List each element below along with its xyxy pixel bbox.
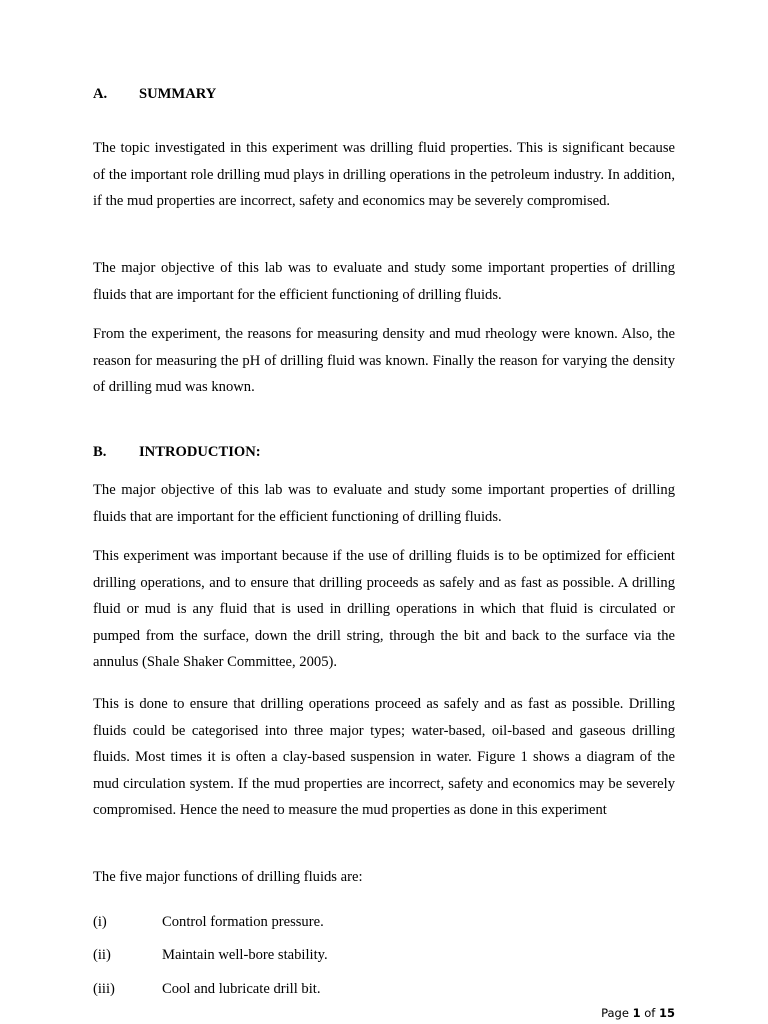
introduction-heading-number: B. xyxy=(93,444,107,460)
list-item-text: Cool and lubricate drill bit. xyxy=(162,981,321,997)
summary-heading-title: SUMMARY xyxy=(139,86,217,102)
list-item-text: Control formation pressure. xyxy=(162,914,324,930)
introduction-heading-title: INTRODUCTION: xyxy=(139,444,261,460)
page-label: Page xyxy=(601,1006,629,1020)
list-item-marker: (i) xyxy=(93,914,107,930)
introduction-paragraph-4: The five major functions of drilling fluids are: xyxy=(93,869,363,885)
summary-heading-number: A. xyxy=(93,86,108,102)
page-of-label: of xyxy=(644,1006,656,1020)
list-item xyxy=(93,946,675,964)
total-pages-number: 15 xyxy=(658,1006,675,1020)
summary-paragraph-1: The topic investigated in this experiment was drilling fluid properties. This is significant because of the important role drilling mud plays in drilling operations in the petroleum industry. In addition, if the mud properties are incorrect, safety and economics may be severely compromised. xyxy=(93,140,675,210)
summary-paragraph-3: From the experiment, the reasons for measuring density and mud rheology were known. Also, the reason for measuring the pH of drilling fluid was known. Finally the reason for varying the density of drilling mud was known. xyxy=(93,326,675,396)
list-item-text: Maintain well-bore stability. xyxy=(162,947,328,963)
list-item xyxy=(93,913,675,931)
page-footer xyxy=(601,1005,675,1021)
list-item xyxy=(93,980,675,998)
introduction-heading xyxy=(93,443,261,461)
list-item-marker: (iii) xyxy=(93,981,115,997)
summary-heading xyxy=(93,85,216,103)
list-item-marker: (ii) xyxy=(93,947,111,963)
summary-paragraph-2: The major objective of this lab was to evaluate and study some important properties of drilling fluids that are important for the efficient functioning of drilling fluids. xyxy=(93,260,675,303)
introduction-paragraph-1: The major objective of this lab was to evaluate and study some important properties of drilling fluids that are important for the efficient functioning of drilling fluids. xyxy=(93,482,675,525)
introduction-paragraph-2: This experiment was important because if the use of drilling fluids is to be optimized for efficient drilling operations, and to ensure that drilling proceeds as safely and as fast as possible. A drilling fluid or mud is any fluid that is used in drilling operations in which that fluid is circulated or pumped from the surface, down the drill string, through the bit and back to the surface via the annulus (Shale Shaker Committee, 2005). xyxy=(93,548,675,671)
current-page-number: 1 xyxy=(632,1006,641,1020)
introduction-paragraph-3: This is done to ensure that drilling operations proceed as safely and as fast as possible. Drilling fluids could be categorised into three major types; water-based, oil-based and gaseous drilling fluids. Most times it is often a clay-based suspension in water. Figure 1 shows a diagram of the mud circulation system. If the mud properties are incorrect, safety and economics may be severely compromised. Hence the need to measure the mud properties as done in this experiment xyxy=(93,696,675,819)
